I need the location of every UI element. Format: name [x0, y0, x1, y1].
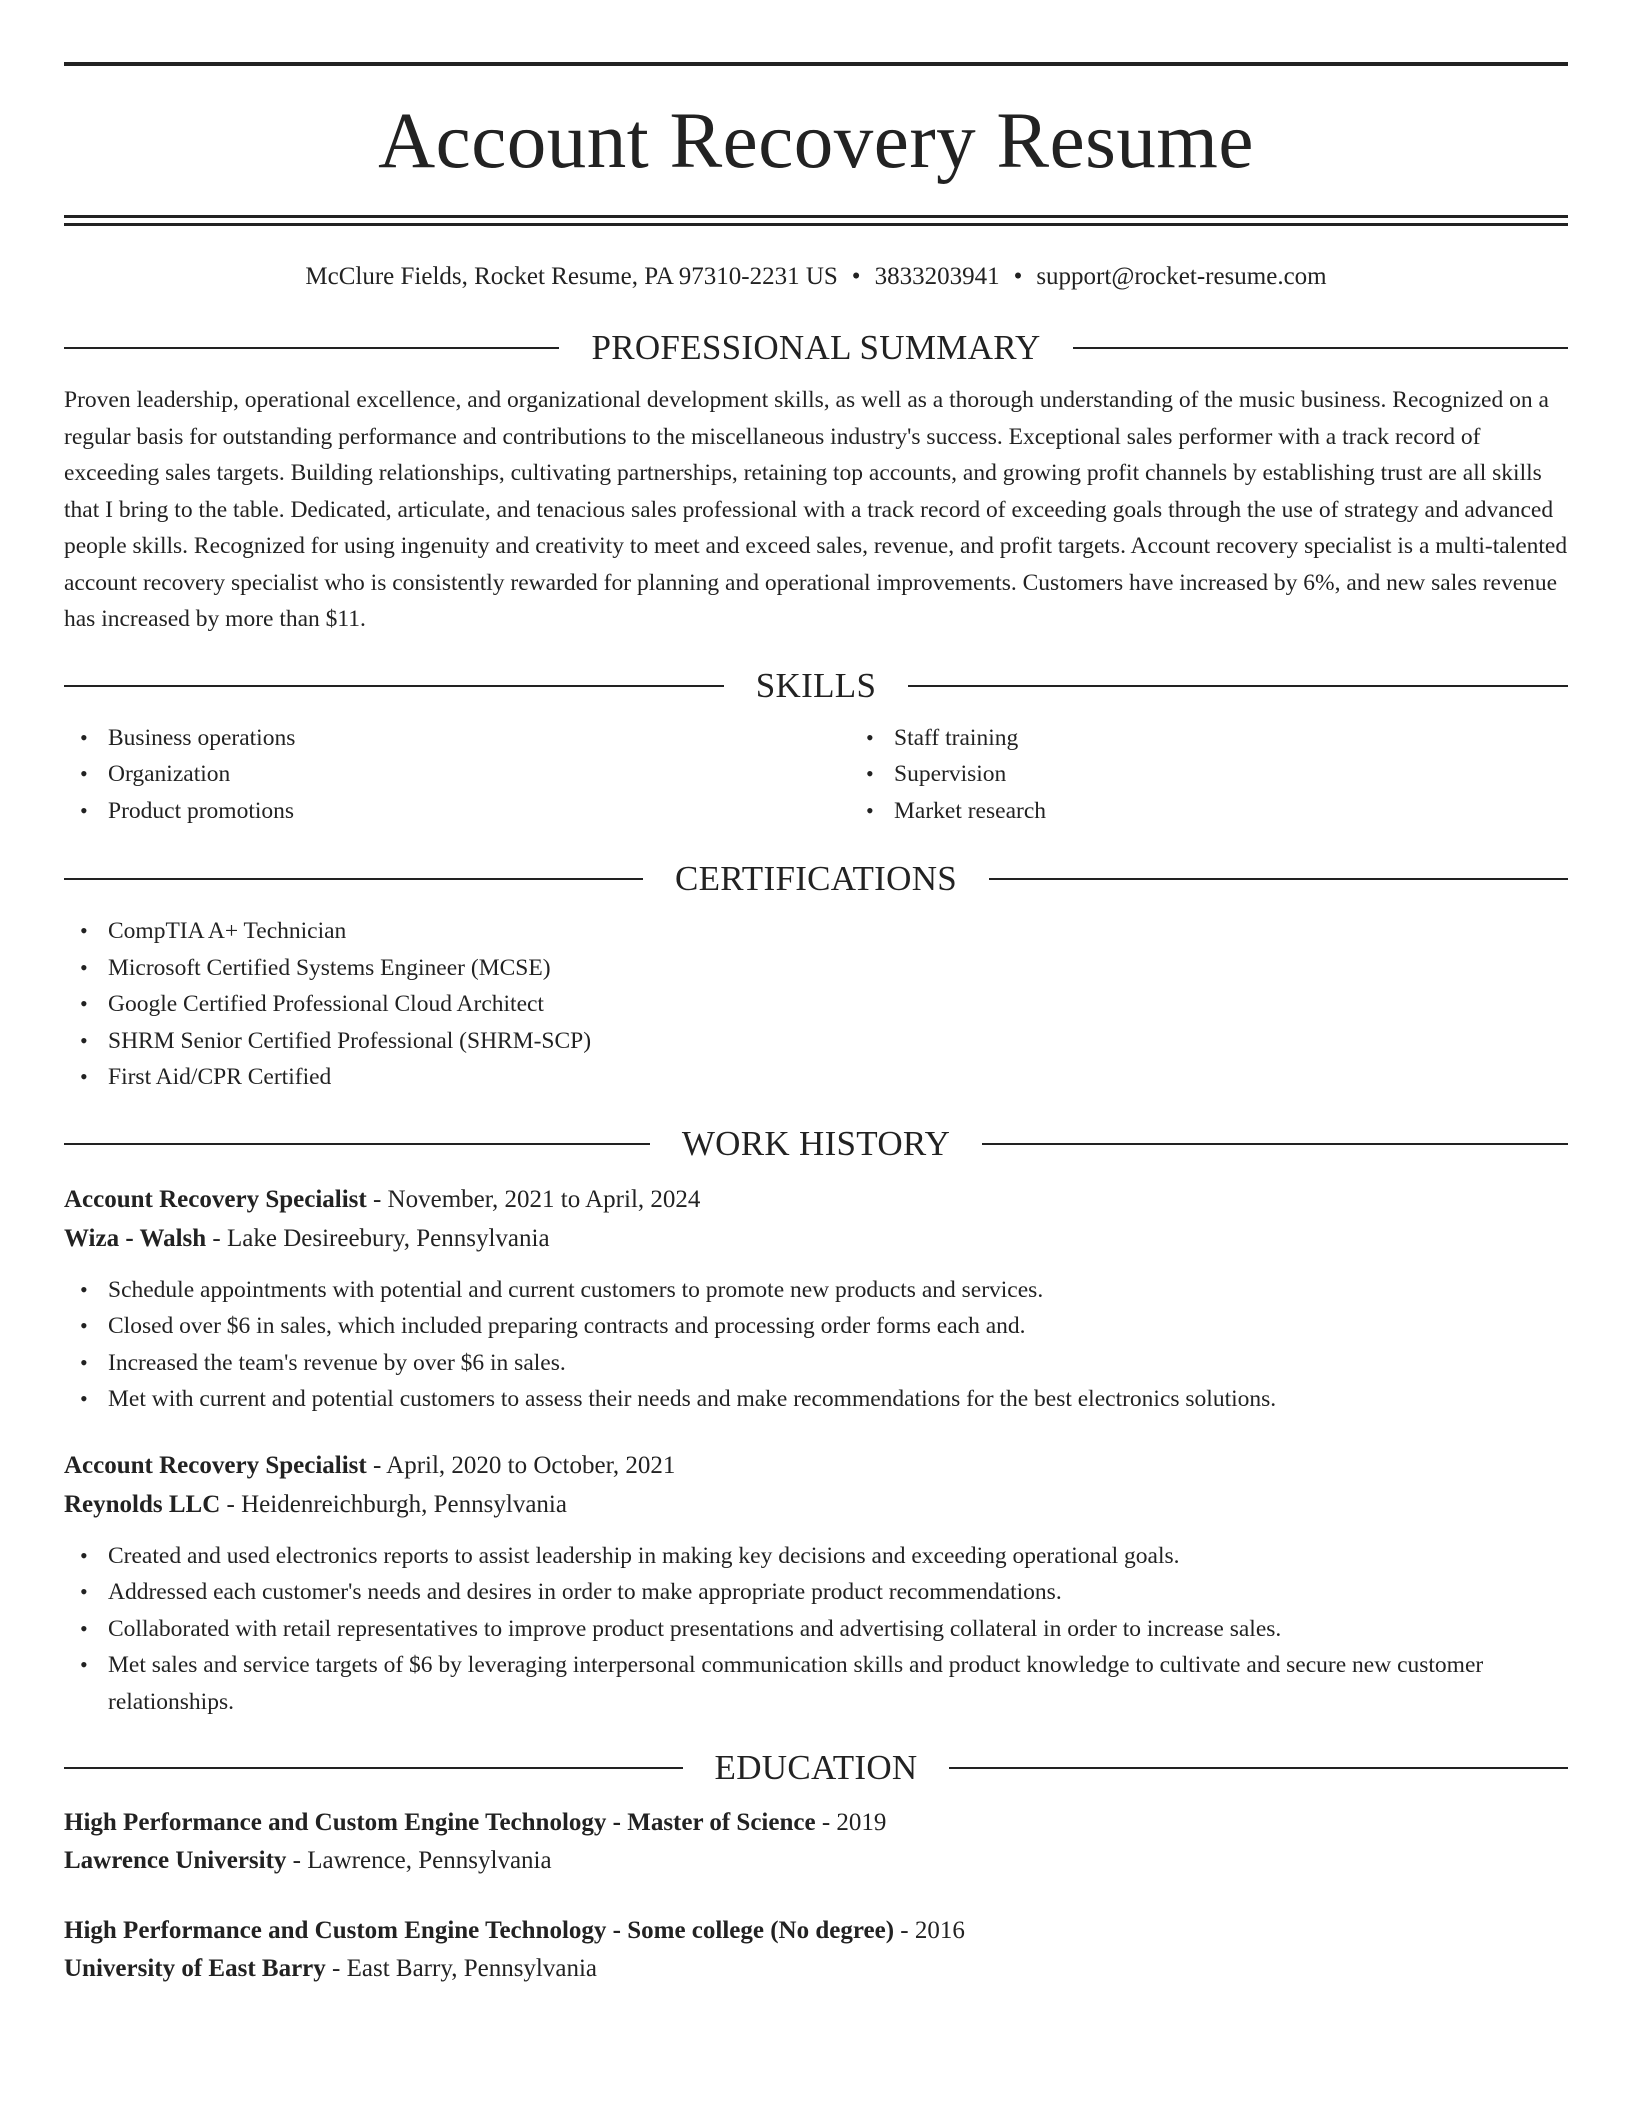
- education-school: University of East Barry: [64, 1955, 326, 1982]
- job-duty: • Met sales and service targets of $6 by leveraging interpersonal communication skills and product knowledge to cultivate and secure new customer relationships.: [108, 1647, 1568, 1720]
- job-role: Account Recovery Specialist: [64, 1185, 367, 1213]
- section-header-education: [64, 1748, 1568, 1788]
- certification-item: • SHRM Senior Certified Professional (SHRM-SCP): [108, 1023, 1568, 1060]
- certification-item: • First Aid/CPR Certified: [108, 1059, 1568, 1096]
- contact-address: McClure Fields, Rocket Resume, PA 97310-2231 US: [305, 263, 838, 290]
- section-rule: [908, 685, 1568, 687]
- summary-text: Proven leadership, operational excellence, and organizational development skills, as well as a thorough understanding of the music business. Recognized on a regular basis for outstanding performance and contributions to the miscellaneous industry's success. Exceptional sales performer with a track record of exceeding sales targets. Building relationships, cultivating partnerships, retaining top accounts, and growing profit channels by establishing trust are all skills that I bring to the table. Dedicated, articulate, and tenacious sales professional with a track record of exceeding goals through the use of strategy and advanced people skills. Recognized for using ingenuity and creativity to meet and exceed sales, revenue, and profit targets. Account recovery specialist is a multi-talented account recovery specialist who is consistently rewarded for planning and operational improvements. Customers have increased by 6%, and new sales revenue has increased by more than $11.: [64, 387, 1568, 632]
- education-location: - Lawrence, Pennsylvania: [286, 1847, 552, 1874]
- education-year: - 2016: [894, 1917, 965, 1944]
- education-school: Lawrence University: [64, 1847, 287, 1874]
- section-title: EDUCATION: [714, 1748, 918, 1787]
- job-dates: - November, 2021 to April, 2024: [366, 1185, 701, 1213]
- education-degree: High Performance and Custom Engine Technology - Master of Science: [64, 1809, 816, 1836]
- skill-item: • Business operations: [108, 720, 850, 757]
- certification-item: • CompTIA A+ Technician: [108, 913, 1568, 950]
- section-header-summary: [64, 328, 1568, 368]
- contact-separator: •: [851, 263, 861, 290]
- job-title-line: [64, 1180, 1568, 1219]
- job-role: Account Recovery Specialist: [64, 1451, 367, 1479]
- skill-item: • Staff training: [894, 720, 1568, 757]
- section-header-work: [64, 1124, 1568, 1164]
- education-degree: High Performance and Custom Engine Technology - Some college (No degree): [64, 1917, 895, 1944]
- section-title: WORK HISTORY: [681, 1123, 951, 1163]
- skill-item: • Supervision: [894, 756, 1568, 793]
- section-rule: [949, 1767, 1568, 1769]
- skills-column-right: [850, 720, 1568, 830]
- section-title: PROFESSIONAL SUMMARY: [591, 328, 1041, 367]
- job-duty: • Schedule appointments with potential and current customers to promote new products and services.: [108, 1272, 1568, 1309]
- job-duty: • Addressed each customer's needs and desires in order to make appropriate product recommendations.: [108, 1574, 1568, 1611]
- skills-list: [64, 706, 1568, 830]
- job-duties: [64, 1538, 1568, 1721]
- section-title: SKILLS: [755, 665, 877, 705]
- education-school-line: [64, 1842, 1568, 1880]
- section-header-certifications: [64, 859, 1568, 899]
- job-entry: [64, 1446, 1568, 1721]
- job-dates: - April, 2020 to October, 2021: [366, 1451, 676, 1479]
- education-location: - East Barry, Pennsylvania: [325, 1955, 598, 1982]
- education-degree-line: [64, 1912, 1568, 1950]
- job-location: - Lake Desireebury, Pennsylvania: [206, 1224, 550, 1252]
- section-rule: [982, 1143, 1568, 1145]
- certifications-list: [64, 913, 1568, 1096]
- contact-phone: 3833203941: [874, 263, 1000, 290]
- skill-item: • Market research: [894, 793, 1568, 830]
- job-entry: [64, 1180, 1568, 1418]
- job-duty: • Increased the team's revenue by over $6 in sales.: [108, 1345, 1568, 1382]
- job-duty: • Created and used electronics reports to assist leadership in making key decisions and exceeding operational goals.: [108, 1538, 1568, 1575]
- section-rule: [64, 685, 724, 687]
- skill-item: • Product promotions: [108, 793, 850, 830]
- skill-item: • Organization: [108, 756, 850, 793]
- job-company-line: [64, 1219, 1568, 1258]
- education-year: - 2019: [815, 1809, 887, 1836]
- education-entry: [64, 1804, 1568, 1880]
- education-degree-line: [64, 1804, 1568, 1842]
- skills-column-left: [64, 720, 850, 830]
- top-rule: [64, 62, 1568, 66]
- job-title-line: [64, 1446, 1568, 1485]
- job-duty: • Met with current and potential customers to assess their needs and make recommendations for the best electronics solutions.: [108, 1381, 1568, 1418]
- section-rule: [1073, 347, 1568, 349]
- job-duties: [64, 1272, 1568, 1418]
- job-duty: • Closed over $6 in sales, which included preparing contracts and processing order forms each and.: [108, 1308, 1568, 1345]
- job-company-line: [64, 1485, 1568, 1524]
- job-company: Wiza - Walsh: [64, 1224, 207, 1252]
- section-title: CERTIFICATIONS: [674, 859, 958, 898]
- section-rule: [64, 1767, 683, 1769]
- resume-title: Account Recovery Resume: [378, 98, 1254, 185]
- section-rule: [64, 878, 643, 880]
- section-rule: [64, 347, 559, 349]
- education-entry: [64, 1912, 1568, 1988]
- job-location: - Heidenreichburgh, Pennsylvania: [220, 1490, 567, 1518]
- section-header-skills: [64, 666, 1568, 706]
- certification-item: • Microsoft Certified Systems Engineer (MCSE): [108, 950, 1568, 987]
- contact-line: [64, 262, 1568, 292]
- job-company: Reynolds LLC: [64, 1490, 221, 1518]
- education-school-line: [64, 1950, 1568, 1988]
- section-rule: [64, 1143, 650, 1145]
- certification-item: • Google Certified Professional Cloud Architect: [108, 986, 1568, 1023]
- contact-email: support@rocket-resume.com: [1036, 263, 1327, 290]
- section-rule: [989, 878, 1568, 880]
- contact-separator: •: [1013, 263, 1023, 290]
- title-double-rule: [64, 215, 1568, 226]
- job-duty: • Collaborated with retail representatives to improve product presentations and advertising collateral in order to increase sales.: [108, 1611, 1568, 1648]
